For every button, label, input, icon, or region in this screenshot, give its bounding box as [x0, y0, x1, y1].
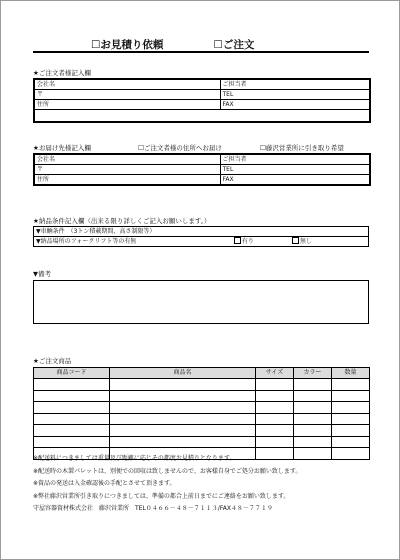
delivery-zip-field[interactable]: 〒 [34, 165, 220, 175]
items-header-row [34, 368, 370, 379]
item-name-cell[interactable] [110, 390, 256, 402]
conditions-section-title: ★納品条件記入欄（出来る限り詳しくご記入お願いします。） [33, 217, 211, 225]
table-row [34, 436, 370, 448]
conditions-table [33, 226, 369, 247]
footer-contact: 守屋容器資材株式会社 藤沢営業所 TEL０４６６－４８－７１１３/FAX４８－７７１９ [33, 505, 273, 512]
remarks-title: ▼備考 [33, 270, 51, 278]
delivery-table [33, 153, 371, 186]
vehicle-condition-field[interactable]: ▼車輌条件 （3トン積載期間、高さ制限等） [34, 227, 369, 237]
item-name-cell[interactable] [110, 425, 256, 437]
item-name-cell[interactable] [110, 402, 256, 414]
orderer-contact-field[interactable]: ご担当者 [220, 79, 370, 90]
forklift-yes-option[interactable] [234, 237, 290, 246]
items-body [34, 379, 370, 460]
delivery-fax-field[interactable]: FAX [220, 175, 370, 186]
item-code-cell[interactable] [34, 390, 110, 402]
item-size-cell[interactable] [256, 379, 294, 391]
item-color-cell[interactable] [294, 413, 332, 425]
item-color-cell[interactable] [294, 390, 332, 402]
item-code-cell[interactable] [34, 413, 110, 425]
forklift-yes-label: 有り [241, 238, 254, 245]
forklift-no-option[interactable] [292, 238, 312, 245]
column-header-name: 商品名 [110, 368, 256, 379]
header-rule [33, 51, 369, 53]
note-line: ※弊社藤沢営業所引き取りにつきましては、準備の都合上前日までにご連絡をお願い致します。 [33, 492, 290, 500]
estimate-request-checkbox-label[interactable]: ☐お見積り依頼 [91, 39, 164, 51]
item-qty-cell[interactable] [332, 436, 370, 448]
table-row [34, 413, 370, 425]
item-qty-cell[interactable] [332, 402, 370, 414]
table-row [34, 402, 370, 414]
delivery-company-field[interactable]: 会社名 [34, 154, 220, 165]
note-line: ※配送時の木製パレットは、別便での回収は致しませんので、お客様自身でご処分お願い致します。 [33, 467, 302, 475]
checkbox-icon[interactable] [234, 237, 241, 244]
forklift-label: ▼納品場所のフォークリフト等の有無 [36, 238, 137, 245]
item-color-cell[interactable] [294, 379, 332, 391]
table-row [34, 425, 370, 437]
orderer-tel-field[interactable]: TEL [220, 90, 370, 100]
orderer-company-field[interactable]: 会社名 [34, 79, 220, 90]
orderer-table [33, 78, 371, 123]
item-name-cell[interactable] [110, 436, 256, 448]
notes-block [33, 453, 301, 516]
items-table [33, 367, 370, 460]
column-header-size: サイズ [256, 368, 294, 379]
note-line: ※資品の発送は入金確認後の手配とさせて頂きます。 [33, 480, 176, 487]
delivery-section-title: ★お届け先様記入欄 [33, 144, 91, 152]
forklift-no-label: 無し [299, 238, 312, 245]
item-code-cell[interactable] [34, 379, 110, 391]
delivery-same-address-option[interactable]: ☐ご注文者様の住所へお届け [138, 144, 222, 152]
item-name-cell[interactable] [110, 413, 256, 425]
orderer-zip-field[interactable]: 〒 [34, 90, 220, 100]
column-header-color: カラー [294, 368, 332, 379]
item-code-cell[interactable] [34, 436, 110, 448]
item-qty-cell[interactable] [332, 448, 370, 460]
item-qty-cell[interactable] [332, 425, 370, 437]
item-qty-cell[interactable] [332, 390, 370, 402]
item-name-cell[interactable] [110, 379, 256, 391]
delivery-pickup-option[interactable]: ☐藤沢営業所に引き取り希望 [260, 144, 344, 152]
form-header [91, 37, 311, 52]
item-size-cell[interactable] [256, 390, 294, 402]
orderer-section-title: ★ご注文者様記入欄 [33, 69, 91, 77]
orderer-address-field[interactable]: 住所 [34, 100, 220, 110]
item-code-cell[interactable] [34, 425, 110, 437]
remarks-textarea[interactable] [33, 280, 369, 324]
table-row [34, 390, 370, 402]
note-line: ※配送料につきましては重量及び距離に応じその都度お見積りとなります。 [33, 455, 236, 462]
item-size-cell[interactable] [256, 436, 294, 448]
item-size-cell[interactable] [256, 402, 294, 414]
item-size-cell[interactable] [256, 425, 294, 437]
orderer-extra-row[interactable] [34, 110, 370, 123]
checkbox-icon[interactable] [292, 237, 299, 244]
order-checkbox-label[interactable]: ☐ご注文 [213, 39, 255, 51]
delivery-contact-field[interactable]: ご担当者 [220, 154, 370, 165]
item-qty-cell[interactable] [332, 413, 370, 425]
delivery-tel-field[interactable]: TEL [220, 165, 370, 175]
column-header-code: 商品コード [34, 368, 110, 379]
item-qty-cell[interactable] [332, 379, 370, 391]
item-code-cell[interactable] [34, 402, 110, 414]
table-row [34, 379, 370, 391]
forklift-row [34, 237, 369, 247]
delivery-address-field[interactable]: 住所 [34, 175, 220, 186]
item-size-cell[interactable] [256, 413, 294, 425]
orderer-fax-field[interactable]: FAX [220, 100, 370, 110]
items-section-title: ★ご注文商品 [33, 357, 72, 365]
item-color-cell[interactable] [294, 436, 332, 448]
item-color-cell[interactable] [294, 402, 332, 414]
delivery-section-header [33, 143, 369, 152]
column-header-qty: 数量 [332, 368, 370, 379]
item-color-cell[interactable] [294, 425, 332, 437]
